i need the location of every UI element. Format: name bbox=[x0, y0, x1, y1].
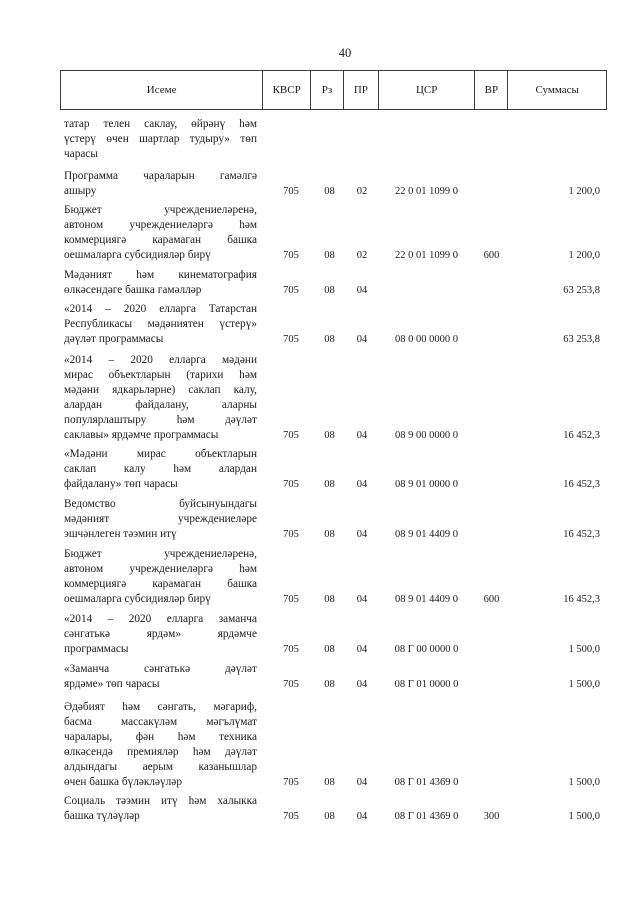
kvsr-cell: 705 bbox=[283, 185, 299, 197]
table-row bbox=[60, 497, 607, 542]
name-line: «Мәдәни мирас объектларын bbox=[64, 447, 257, 460]
row-name bbox=[60, 169, 262, 199]
name-line: Республикасы мәдәниятен үстерү» bbox=[64, 317, 257, 330]
name-line: эшчәнлеген тәэмин итү bbox=[64, 527, 177, 540]
csr-cell: 08 Г 01 4369 0 bbox=[394, 810, 459, 822]
pr-cell: 04 bbox=[356, 643, 368, 655]
kvsr-cell: 705 bbox=[283, 643, 299, 655]
csr-cell: 22 0 01 1099 0 bbox=[395, 249, 458, 261]
table-row bbox=[60, 268, 607, 298]
csr-cell: 08 9 01 4409 0 bbox=[395, 593, 458, 605]
rz-cell: 08 bbox=[324, 429, 335, 441]
csr-cell bbox=[378, 147, 475, 162]
sum-cell bbox=[508, 147, 607, 162]
kvsr-cell: 705 bbox=[283, 333, 299, 345]
header-name: Исеме bbox=[146, 84, 177, 96]
pr-cell: 04 bbox=[356, 678, 368, 690]
table-row bbox=[60, 794, 607, 824]
table-row bbox=[60, 169, 607, 199]
kvsr-cell: 705 bbox=[283, 528, 299, 540]
name-line: автоном учреждениеләргә һәм bbox=[64, 562, 257, 575]
row-name bbox=[60, 794, 262, 824]
name-line: «2014 – 2020 елларга Татарстан bbox=[64, 302, 257, 315]
name-line: мәдәни ядкарьләрне) саклап калу, bbox=[64, 383, 257, 396]
row-name bbox=[60, 700, 262, 790]
name-line: мирас объектларын (тарихи һәм bbox=[64, 368, 257, 381]
pr-cell: 02 bbox=[356, 249, 368, 261]
name-line: татар телен саклау, өйрәнү һәм bbox=[64, 117, 257, 130]
name-line: популярлаштыру һәм дәүләт bbox=[64, 413, 257, 426]
csr-cell: 22 0 01 1099 0 bbox=[395, 185, 458, 197]
sum-cell: 16 452,3 bbox=[563, 478, 600, 490]
name-line: Әдәбият һәм сәнгать, мәгариф, bbox=[64, 700, 257, 713]
name-line: «2014 – 2020 елларга мәдәни bbox=[64, 353, 257, 366]
name-line: коммерциягә карамаган башка bbox=[64, 577, 257, 590]
name-line: чаралары, фән һәм техника bbox=[64, 730, 257, 743]
rz-cell: 08 bbox=[324, 593, 335, 605]
name-line: оешмаларга субсидияләр бирү bbox=[64, 248, 211, 261]
header-csr: ЦСР bbox=[378, 71, 475, 109]
kvsr-cell bbox=[262, 147, 310, 162]
csr-cell: 08 Г 01 0000 0 bbox=[394, 678, 459, 690]
rz-cell: 08 bbox=[324, 528, 335, 540]
kvsr-cell: 705 bbox=[283, 678, 299, 690]
pr-cell: 04 bbox=[356, 429, 368, 441]
table-row bbox=[60, 547, 607, 607]
csr-cell: 08 9 01 0000 0 bbox=[395, 478, 458, 490]
row-name bbox=[60, 117, 262, 162]
kvsr-cell: 705 bbox=[283, 249, 299, 261]
vr-cell: 300 bbox=[483, 810, 500, 822]
name-line: башка түләүләр bbox=[64, 809, 140, 822]
vr-cell bbox=[475, 477, 508, 492]
header-pr: ПР bbox=[343, 71, 378, 109]
table-row bbox=[60, 612, 607, 657]
name-line: оешмаларга субсидияләр бирү bbox=[64, 592, 211, 605]
pr-cell: 04 bbox=[356, 478, 368, 490]
sum-cell: 1 200,0 bbox=[568, 249, 600, 261]
pr-cell bbox=[343, 147, 378, 162]
name-line: өчен башка бүләкләүләр bbox=[64, 775, 182, 788]
name-line: үстерү өчен шартлар тудыру» төп bbox=[64, 132, 257, 145]
csr-cell: 08 9 01 4409 0 bbox=[395, 528, 458, 540]
name-line: сәнгатькә ярдәм» ярдәмче bbox=[64, 627, 257, 640]
rz-cell: 08 bbox=[324, 249, 335, 261]
name-line: «Заманча сәнгатькә дәүләт bbox=[64, 662, 257, 675]
csr-cell bbox=[378, 283, 475, 298]
sum-cell: 63 253,8 bbox=[563, 333, 600, 345]
name-line: Ведомство буйсынуындагы bbox=[64, 497, 257, 510]
row-name bbox=[60, 268, 262, 298]
name-line: ярдәме» төп чарасы bbox=[64, 677, 160, 690]
name-line: ашыру bbox=[64, 184, 97, 197]
vr-cell: 600 bbox=[483, 593, 500, 605]
kvsr-cell: 705 bbox=[283, 810, 299, 822]
vr-cell: 600 bbox=[483, 249, 500, 261]
vr-cell bbox=[475, 428, 508, 443]
page-number: 40 bbox=[338, 46, 352, 60]
table-row bbox=[60, 203, 607, 263]
name-line: Бюджет учреждениеләренә, bbox=[64, 203, 257, 216]
kvsr-cell: 705 bbox=[283, 284, 299, 296]
rz-cell: 08 bbox=[324, 776, 335, 788]
row-name bbox=[60, 612, 262, 657]
name-line: саклап калу һәм алардан bbox=[64, 462, 257, 475]
csr-cell: 08 Г 00 0000 0 bbox=[394, 643, 459, 655]
header-sum: Суммасы bbox=[507, 71, 606, 109]
sum-cell: 1 500,0 bbox=[568, 810, 600, 822]
sum-cell: 1 500,0 bbox=[568, 776, 600, 788]
row-name bbox=[60, 302, 262, 347]
rz-cell: 08 bbox=[324, 678, 335, 690]
rz-cell bbox=[310, 147, 343, 162]
rz-cell: 08 bbox=[324, 810, 335, 822]
name-line: коммерциягә карамаган башка bbox=[64, 233, 257, 246]
table-row bbox=[60, 700, 607, 790]
table-row bbox=[60, 117, 607, 162]
header-vr: ВР bbox=[474, 71, 507, 109]
table-row bbox=[60, 353, 607, 443]
vr-cell bbox=[475, 147, 508, 162]
pr-cell: 02 bbox=[356, 185, 368, 197]
pr-cell: 04 bbox=[356, 333, 368, 345]
vr-cell bbox=[475, 283, 508, 298]
row-name bbox=[60, 547, 262, 607]
name-line: басма массакүләм мәгълүмат bbox=[64, 715, 257, 728]
vr-cell bbox=[475, 677, 508, 692]
sum-cell: 1 500,0 bbox=[568, 643, 600, 655]
name-line: өлкәсендәге башка гамәлләр bbox=[64, 283, 202, 296]
kvsr-cell: 705 bbox=[283, 593, 299, 605]
vr-cell bbox=[475, 775, 508, 790]
vr-cell bbox=[475, 184, 508, 199]
name-line: программасы bbox=[64, 642, 129, 655]
rz-cell: 08 bbox=[324, 333, 335, 345]
sum-cell: 63 253,8 bbox=[563, 284, 600, 296]
name-line: мәдәният учреждениеләре bbox=[64, 512, 257, 525]
table-header bbox=[60, 70, 607, 110]
rz-cell: 08 bbox=[324, 478, 335, 490]
row-name bbox=[60, 447, 262, 492]
csr-cell: 08 0 00 0000 0 bbox=[395, 333, 458, 345]
name-line: Мәдәният һәм кинематография bbox=[64, 268, 257, 281]
name-line: Социаль тәэмин итү һәм халыкка bbox=[64, 794, 257, 807]
name-line: өлкәсендә премияләр һәм дәүләт bbox=[64, 745, 257, 758]
sum-cell: 1 500,0 bbox=[568, 678, 600, 690]
kvsr-cell: 705 bbox=[283, 429, 299, 441]
row-name bbox=[60, 662, 262, 692]
name-line: Программа чараларын гамәлгә bbox=[64, 169, 257, 182]
kvsr-cell: 705 bbox=[283, 776, 299, 788]
sum-cell: 16 452,3 bbox=[563, 593, 600, 605]
table-row bbox=[60, 302, 607, 347]
table-row bbox=[60, 662, 607, 692]
name-line: Бюджет учреждениеләренә, bbox=[64, 547, 257, 560]
csr-cell: 08 Г 01 4369 0 bbox=[394, 776, 459, 788]
pr-cell: 04 bbox=[356, 528, 368, 540]
csr-cell: 08 9 00 0000 0 bbox=[395, 429, 458, 441]
pr-cell: 04 bbox=[356, 810, 368, 822]
name-line: алардан файдалану, аларны bbox=[64, 398, 257, 411]
pr-cell: 04 bbox=[356, 593, 368, 605]
table-row bbox=[60, 447, 607, 492]
sum-cell: 16 452,3 bbox=[563, 528, 600, 540]
name-line: чарасы bbox=[64, 147, 98, 160]
name-line: «2014 – 2020 елларга заманча bbox=[64, 612, 257, 625]
vr-cell bbox=[475, 527, 508, 542]
name-line: файдалану» төп чарасы bbox=[64, 477, 178, 490]
header-rz: Рз bbox=[310, 71, 343, 109]
row-name bbox=[60, 353, 262, 443]
kvsr-cell: 705 bbox=[283, 478, 299, 490]
pr-cell: 04 bbox=[356, 776, 368, 788]
row-name bbox=[60, 497, 262, 542]
name-line: дәүләт программасы bbox=[64, 332, 164, 345]
name-line: саклавы» ярдәмче программасы bbox=[64, 428, 219, 441]
header-kvsr: КВСР bbox=[262, 71, 310, 109]
sum-cell: 16 452,3 bbox=[563, 429, 600, 441]
rz-cell: 08 bbox=[324, 284, 335, 296]
rz-cell: 08 bbox=[324, 185, 335, 197]
vr-cell bbox=[475, 332, 508, 347]
table-body bbox=[60, 113, 607, 824]
row-name bbox=[60, 203, 262, 263]
rz-cell: 08 bbox=[324, 643, 335, 655]
name-line: алдындагы аерым казанышлар bbox=[64, 760, 257, 773]
sum-cell: 1 200,0 bbox=[568, 185, 600, 197]
name-line: автоном учреждениеләргә һәм bbox=[64, 218, 257, 231]
vr-cell bbox=[475, 642, 508, 657]
pr-cell: 04 bbox=[356, 284, 368, 296]
